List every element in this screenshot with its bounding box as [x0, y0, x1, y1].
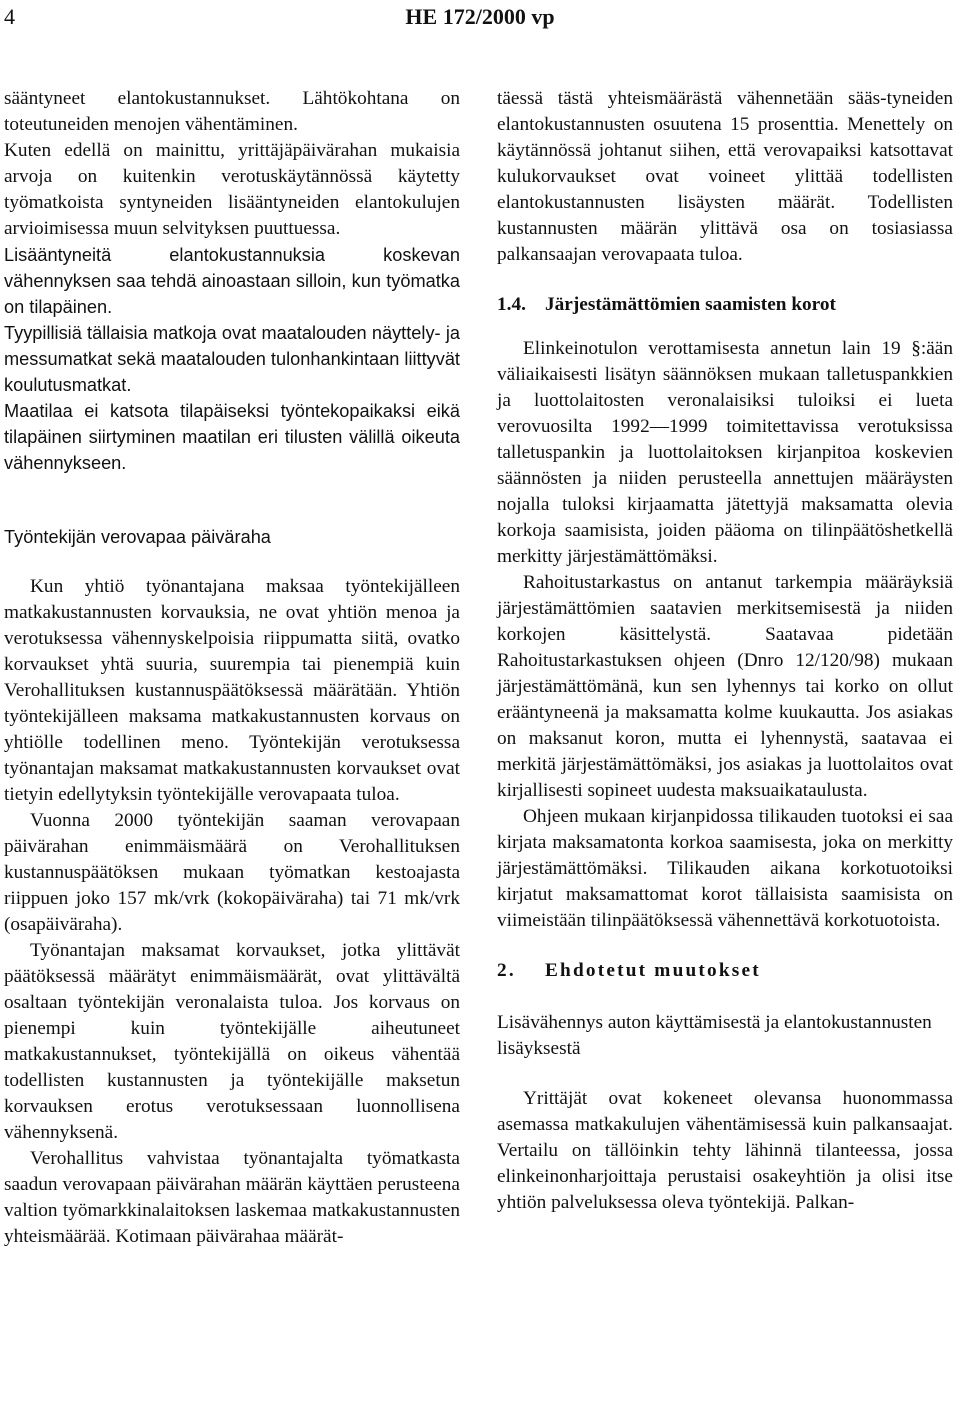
section-heading [497, 292, 953, 318]
paragraph: Rahoitustarkastus on antanut tarkempia määräyksiä järjestämättömien saatavien merkitsemisestä ja niiden korkojen käsittelystä. Saatavaa pidetään Rahoitustarkastuksen ohjeen (Dnro 12/120/98) mukaan järjestämättömänä, kun sen lyhennys tai korko on ollut erääntyneenä ja maksamatta kolme kuukautta. Jos asiakas on maksanut koron, mutta ei lyhennystä, saatavaa ei merkitä järjestämättömäksi, jos asiakas ja luottolaitos ovat kirjallisesti sopineet uudesta maksuaikataulusta. [497, 572, 953, 801]
paragraph: Työnantajan maksamat korvaukset, jotka ylittävät päätöksessä määrätyt enimmäismäärät, ovat ylittävältä osaltaan työntekijän veronalaista tuloa. Jos korvaus on pienempi kuin työntekijälle aiheutuneet matkakustannukset, työntekijällä on oikeus vähentää todellisten kustannusten ja työntekijälle maksetun korvauksen erotus verotuksessaan luonnollisena vähennyksenä. [4, 940, 460, 1143]
page-number: 4 [4, 4, 15, 29]
subheading: Työntekijän verovapaa päiväraha [4, 527, 271, 547]
paragraph: Elinkeinotulon verottamisesta annetun lain 19 §:ään väliaikaisesti lisätyn säännöksen mukaan talletuspankkien ja luottolaitosten veronalaisiksi tuloiksi ei lueta verovuosilta 1992—1999 toimitettavissa verotuksissa talletuspankin ja luottolaitoksen kirjanpitoa koskevien säännösten ja niiden perusteella annettujen määräysten nojalla tuloksi kirjaamatta jätettyjä maksamatta olevia korkoja saamisista, joiden pääoma on tilinpäätöshetkellä merkitty järjestämättömäksi. [497, 338, 953, 567]
paragraph: Lisääntyneitä elantokustannuksia koskevan vähennyksen saa tehdä ainoastaan silloin, kun työmatka on tilapäinen. [4, 245, 460, 317]
paragraph: Tyypillisiä tällaisia matkoja ovat maatalouden näyttely- ja messumatkat sekä maatalouden tulonhankintaan liittyvät koulutusmatkat. [4, 323, 460, 395]
right-column [497, 86, 953, 1216]
section-title: Ehdotetut muutokset [545, 960, 761, 981]
paragraph: Kun yhtiö työnantajana maksaa työntekijälleen matkakustannusten korvauksia, ne ovat yhtiön menoa ja verotuksessa vähennyskelpoisia riippumatta siitä, ovatko korvaukset yhtä suuria, suurempia tai pienempiä kuin Verohallituksen kustannuspäätöksessä määrätään. Yhtiön työntekijälleen maksama matkakustannusten korvaus on yhtiölle todellinen meno. Työntekijän verotuksessa työnantajan maksamat matkakustannusten korvaukset ovat tietyin edellytyksin työntekijälle verovapaata tuloa. [4, 576, 460, 805]
paragraph: sääntyneet elantokustannukset. Lähtökohtana on toteutuneiden menojen vähentäminen. [4, 88, 460, 135]
paragraph: Yrittäjät ovat kokeneet olevansa huonommassa asemassa matkakulujen vähentämisessä kuin palkansaajat. Vertailu on tällöinkin tehty lähinnä tilanteessa, jossa elinkeinonharjoittaja perustaisi osakeyhtiön ja olisi itse yhtiön palveluksessa oleva työntekijä. Palkan- [497, 1088, 953, 1213]
paragraph: täessä tästä yhteismäärästä vähennetään sääs-tyneiden elantokustannusten osuutena 15 prosenttia. Menettely on käytännössä johtanut siihen, että verovapaiksi katsottavat kulukorvaukset ovat voineet ylittää todellisten elantokustannusten lisäysten määrät. Todellisten kustannusten määrän ylittävä osa on tosiasiassa palkansaajan verovapaata tuloa. [497, 88, 953, 265]
document-id: HE 172/2000 vp [405, 4, 555, 29]
page-header [0, 2, 960, 36]
section-title: Järjestämättömien saamisten korot [545, 294, 836, 315]
paragraph: Verohallitus vahvistaa työnantajalta työmatkasta saadun verovapaan päivärahan määrän käyttäen perusteena valtion työmarkkinalaitoksen laskemaa matkakustannusten yhteismäärää. Kotimaan päivärahaa määrät- [4, 1148, 460, 1247]
paragraph: Kuten edellä on mainittu, yrittäjäpäivärahan mukaisia arvoja on kuitenkin verotuskäytännössä käytetty työmatkoista syntyneiden lisääntyneiden elantokulujen arvioimisessa muun selvityksen puuttuessa. [4, 140, 460, 239]
paragraph: Ohjeen mukaan kirjanpidossa tilikauden tuotoksi ei saa kirjata maksamatonta korkoa saamisesta, joka on merkitty järjestämättömäksi. Tilikauden aikana korkotuotoiksi kirjatut maksamattomat korot tällaisista saamisista on viimeistään tilinpäätöksessä vähennettävä korkotuotoista. [497, 806, 953, 931]
subheading: Lisävähennys auton käyttämisestä ja elantokustannusten lisäyksestä [497, 1012, 932, 1059]
paragraph: Vuonna 2000 työntekijän saaman verovapaan päivärahan enimmäismäärä on Verohallituksen kustannuspäätöksen mukaan työmatkan kestoajasta riippuen joko 157 mk/vrk (kokopäiväraha) tai 71 mk/vrk (osapäiväraha). [4, 810, 460, 935]
left-column [4, 86, 460, 1250]
section-number: 2. [497, 960, 516, 981]
section-number: 1.4. [497, 294, 526, 315]
section-heading [497, 958, 953, 984]
paragraph: Maatilaa ei katsota tilapäiseksi työntekopaikaksi eikä tilapäinen siirtyminen maatilan eri tilusten välillä oikeuta vähennykseen. [4, 401, 460, 473]
